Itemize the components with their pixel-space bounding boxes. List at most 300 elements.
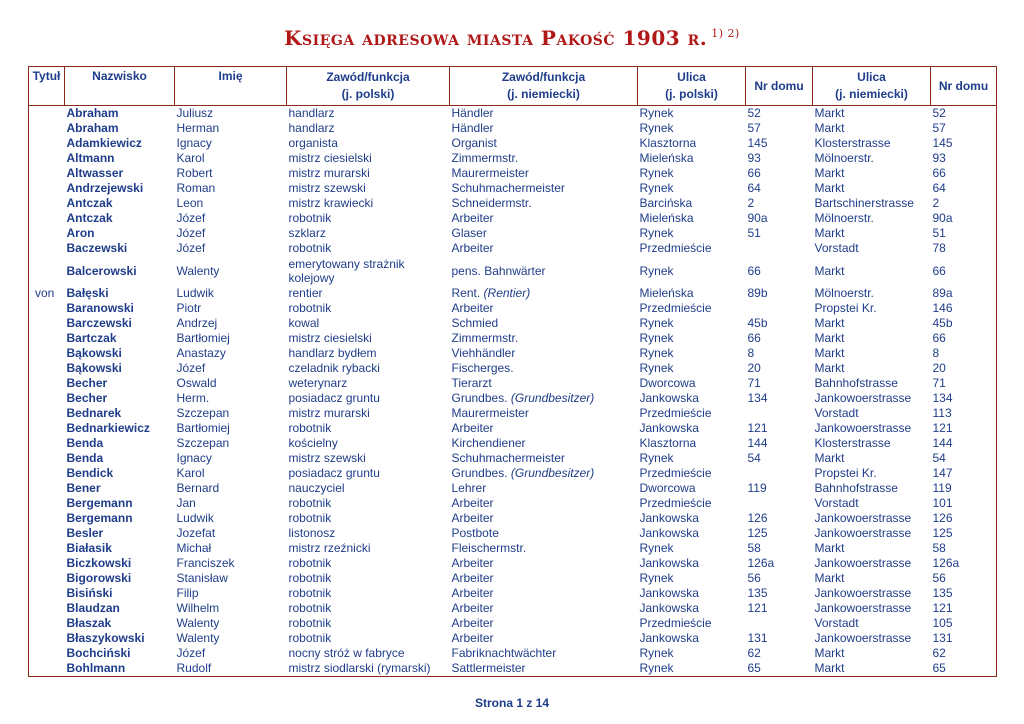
cell-tytul: [29, 256, 65, 286]
cell-nr-domu-de: 145: [931, 136, 997, 151]
cell-zawod-de-text: Fischerges.: [451, 361, 514, 375]
cell-tytul: [29, 331, 65, 346]
cell-zawod-de: [450, 616, 638, 631]
cell-zawod-pl: czeladnik rybacki: [288, 361, 380, 375]
table-row: [29, 286, 997, 301]
cell-zawod-de-text: Viehhändler: [451, 346, 516, 360]
cell-ulica-de: Vorstadt: [814, 496, 859, 510]
table-row: [29, 406, 997, 421]
cell-zawod-de: [450, 556, 638, 571]
cell-zawod-de: [450, 316, 638, 331]
cell-zawod-pl: mistrz murarski: [288, 166, 370, 180]
cell-tytul: [29, 301, 65, 316]
cell-imie: Józef: [176, 226, 206, 240]
table-row: [29, 586, 997, 601]
cell-nazwisko: Baczewski: [66, 241, 128, 255]
table-row: [29, 391, 997, 406]
cell-zawod-pl: handlarz bydłem: [288, 346, 377, 360]
cell-zawod-pl: robotnik: [288, 616, 332, 630]
cell-tytul: [29, 211, 65, 226]
cell-ulica-pl: Rynek: [639, 106, 674, 120]
cell-zawod-de-text: Grundbes.: [451, 466, 508, 480]
col-header-nrdomu-pl: Nr domu: [746, 67, 813, 106]
cell-ulica-pl: Przedmieście: [639, 496, 712, 510]
cell-ulica-de: Vorstadt: [814, 616, 859, 630]
cell-nazwisko: Altmann: [66, 151, 115, 165]
table-row: [29, 451, 997, 466]
cell-nr-domu-de: 93: [931, 151, 997, 166]
cell-tytul: [29, 586, 65, 601]
cell-nazwisko: Antczak: [66, 196, 113, 210]
cell-ulica-de: Markt: [814, 181, 845, 195]
cell-nazwisko: Barczewski: [66, 316, 132, 330]
cell-ulica-de: Markt: [814, 451, 845, 465]
cell-ulica-de: Bahnhofstrasse: [814, 481, 898, 495]
cell-zawod-de: [450, 421, 638, 436]
cell-zawod-de: [450, 181, 638, 196]
cell-imie: Bernard: [176, 481, 220, 495]
table-row: [29, 256, 997, 286]
cell-zawod-de-text: Glaser: [451, 226, 487, 240]
cell-nr-domu-pl: 121: [747, 601, 768, 615]
table-row: [29, 556, 997, 571]
cell-tytul: von: [29, 286, 65, 301]
cell-nazwisko: Abraham: [66, 121, 119, 135]
cell-zawod-de-text: Grundbes.: [451, 391, 508, 405]
cell-nazwisko: Bendick: [66, 466, 114, 480]
cell-imie: Rudolf: [175, 661, 287, 677]
cell-imie: Stanisław: [176, 571, 228, 585]
cell-tytul: [29, 361, 65, 376]
cell-zawod-pl: robotnik: [288, 211, 332, 225]
cell-tytul: [29, 436, 65, 451]
cell-tytul: [29, 526, 65, 541]
cell-ulica-de: Jankowoerstrasse: [814, 526, 912, 540]
cell-ulica-pl: Rynek: [639, 541, 674, 555]
cell-nr-domu-pl: 45b: [747, 316, 768, 330]
cell-zawod-de-text: Händler: [451, 106, 494, 120]
cell-zawod-pl: nauczyciel: [288, 481, 345, 495]
cell-nazwisko: Antczak: [66, 211, 113, 225]
cell-tytul: [29, 466, 65, 481]
cell-nr-domu-pl: 65: [746, 661, 813, 677]
cell-nazwisko: Aron: [66, 226, 95, 240]
cell-zawod-de: [450, 346, 638, 361]
cell-zawod-de: [450, 481, 638, 496]
cell-ulica-pl: Rynek: [639, 361, 674, 375]
cell-nazwisko: Altwasser: [66, 166, 124, 180]
cell-nazwisko: Bochciński: [66, 646, 131, 660]
cell-nr-domu-de: 45b: [931, 316, 997, 331]
cell-zawod-de-text: Arbeiter: [451, 601, 494, 615]
col-header-zawod-pl: Zawód/funkcja (j. polski): [287, 67, 450, 106]
cell-zawod-de-text: Sattlermeister: [451, 661, 526, 675]
cell-zawod-de-text: Maurermeister: [451, 166, 529, 180]
page-title-text: Księga adresowa miasta Pakość 1903 r.: [284, 26, 708, 50]
cell-nr-domu-pl: 8: [747, 346, 755, 360]
cell-zawod-de: [450, 136, 638, 151]
cell-tytul: [29, 451, 65, 466]
cell-ulica-de: Markt: [814, 121, 845, 135]
cell-tytul: [29, 241, 65, 256]
cell-nr-domu-pl: 2: [747, 196, 755, 210]
table-row: [29, 421, 997, 436]
col-header-ulica-pl: Ulica (j. polski): [638, 67, 746, 106]
cell-zawod-de-expansion: (Grundbesitzer): [510, 466, 595, 480]
table-row: [29, 196, 997, 211]
cell-ulica-pl: Jankowska: [639, 421, 699, 435]
cell-tytul: [29, 121, 65, 136]
cell-nr-domu-de: 101: [931, 496, 997, 511]
cell-nr-domu-pl: 66: [747, 263, 761, 278]
cell-tytul: [29, 391, 65, 406]
cell-zawod-de-text: Arbeiter: [451, 511, 494, 525]
cell-tytul: [29, 496, 65, 511]
cell-nr-domu-de: 8: [931, 346, 997, 361]
cell-nr-domu-de: 144: [931, 436, 997, 451]
table-row: [29, 496, 997, 511]
cell-nr-domu-de: 146: [931, 301, 997, 316]
table-row: [29, 466, 997, 481]
cell-zawod-pl: mistrz ciesielski: [288, 151, 372, 165]
cell-imie: Bartłomiej: [176, 421, 230, 435]
cell-imie: Herman: [176, 121, 220, 135]
cell-imie: Ignacy: [176, 451, 212, 465]
cell-zawod-pl: listonosz: [288, 526, 336, 540]
cell-imie: Józef: [176, 241, 206, 255]
cell-zawod-de-text: Händler: [451, 121, 494, 135]
cell-imie: Józef: [176, 211, 206, 225]
cell-zawod-pl: robotnik: [288, 241, 332, 255]
cell-imie: Szczepan: [176, 406, 230, 420]
cell-nr-domu-de: 54: [931, 451, 997, 466]
cell-imie: Szczepan: [176, 436, 230, 450]
col-header-imie: Imię: [175, 67, 287, 106]
cell-zawod-de-text: pens. Bahnwärter: [451, 263, 546, 278]
cell-ulica-de: Bartschinerstrasse: [814, 196, 914, 210]
table-row: [29, 181, 997, 196]
cell-tytul: [29, 616, 65, 631]
cell-ulica-de: Markt: [814, 331, 845, 345]
cell-nr-domu-de: 125: [931, 526, 997, 541]
cell-tytul: [29, 511, 65, 526]
cell-zawod-de-text: Lehrer: [451, 481, 487, 495]
cell-ulica-pl: Rynek: [639, 331, 674, 345]
cell-zawod-de: [450, 631, 638, 646]
cell-tytul: [29, 226, 65, 241]
cell-imie: Karol: [176, 466, 205, 480]
cell-tytul: [29, 421, 65, 436]
cell-nr-domu-pl: 126: [747, 511, 768, 525]
cell-nr-domu-pl: 58: [747, 541, 761, 555]
table-row: [29, 481, 997, 496]
cell-nazwisko: Biczkowski: [66, 556, 132, 570]
cell-nr-domu-pl: 119: [747, 481, 767, 495]
cell-ulica-de: Vorstadt: [814, 241, 859, 255]
cell-ulica-de: Markt: [814, 571, 845, 585]
cell-tytul: [29, 556, 65, 571]
table-row: [29, 166, 997, 181]
address-table: [28, 66, 997, 677]
cell-zawod-de-text: Tierarzt: [451, 376, 492, 390]
cell-nr-domu-de: 20: [931, 361, 997, 376]
cell-nr-domu-pl: 135: [747, 586, 768, 600]
cell-nr-domu-de: 113: [931, 406, 997, 421]
cell-zawod-de-text: Rent.: [451, 286, 481, 300]
cell-zawod-pl: robotnik: [288, 586, 332, 600]
cell-imie: Andrzej: [176, 316, 218, 330]
cell-nr-domu-de: 134: [931, 391, 997, 406]
cell-zawod-de-text: Arbeiter: [451, 241, 494, 255]
cell-imie: Józef: [176, 646, 206, 660]
cell-nr-domu-de: 52: [931, 106, 997, 122]
cell-ulica-de: Mölnoerstr.: [814, 151, 874, 165]
table-row: [29, 376, 997, 391]
cell-ulica-pl: Dworcowa: [639, 376, 696, 390]
cell-ulica-pl: Rynek: [638, 661, 746, 677]
table-row: [29, 136, 997, 151]
table-row: [29, 106, 997, 122]
cell-zawod-pl: handlarz: [288, 106, 335, 120]
cell-nr-domu-pl: [746, 301, 813, 316]
cell-ulica-de: Markt: [814, 106, 845, 120]
cell-imie: Walenty: [176, 631, 220, 645]
cell-ulica-pl: Dworcowa: [639, 481, 696, 495]
cell-nazwisko: Bigorowski: [66, 571, 132, 585]
cell-ulica-de: Bahnhofstrasse: [814, 376, 898, 390]
table-row: [29, 541, 997, 556]
cell-ulica-pl: Przedmieście: [639, 406, 712, 420]
cell-nr-domu-de: 90a: [931, 211, 997, 226]
cell-tytul: [29, 646, 65, 661]
cell-nr-domu-de: 66: [931, 331, 997, 346]
cell-zawod-de-text: Arbeiter: [451, 556, 494, 570]
cell-ulica-de: Markt: [814, 226, 845, 240]
cell-ulica-pl: Jankowska: [639, 526, 699, 540]
cell-imie: Piotr: [176, 301, 202, 315]
cell-zawod-pl: robotnik: [288, 421, 332, 435]
cell-imie: Walenty: [176, 616, 220, 630]
cell-nr-domu-de: 121: [931, 601, 997, 616]
cell-tytul: [29, 661, 65, 677]
cell-imie: Jan: [176, 496, 196, 510]
cell-nazwisko: Andrzejewski: [66, 181, 144, 195]
cell-nr-domu-de: 126: [931, 511, 997, 526]
cell-ulica-pl: Barcińska: [639, 196, 693, 210]
cell-tytul: [29, 376, 65, 391]
cell-zawod-pl: szklarz: [288, 226, 326, 240]
cell-zawod-de: [450, 601, 638, 616]
cell-ulica-pl: Mieleńska: [639, 286, 694, 300]
cell-nr-domu-pl: [746, 466, 813, 481]
cell-ulica-pl: Przedmieście: [639, 301, 712, 315]
cell-ulica-de: Markt: [813, 661, 931, 677]
table-row: [29, 571, 997, 586]
cell-imie: Franciszek: [176, 556, 235, 570]
cell-imie: Ludwik: [176, 286, 214, 300]
cell-zawod-de: [450, 301, 638, 316]
cell-zawod-de: [450, 151, 638, 166]
cell-ulica-pl: Przedmieście: [639, 616, 712, 630]
cell-ulica-de: Klosterstrasse: [814, 436, 891, 450]
cell-nazwisko: Blaudzan: [66, 601, 120, 615]
cell-nazwisko: Bisiński: [66, 586, 113, 600]
table-row: [29, 436, 997, 451]
cell-tytul: [29, 181, 65, 196]
cell-zawod-de: [450, 541, 638, 556]
cell-ulica-de: Markt: [814, 316, 845, 330]
cell-imie: Ludwik: [176, 511, 214, 525]
col-header-zawod-de: Zawód/funkcja (j. niemiecki): [450, 67, 638, 106]
cell-imie: Bartłomiej: [176, 331, 230, 345]
cell-nr-domu-pl: 131: [747, 631, 768, 645]
cell-imie: Anastazy: [176, 346, 226, 360]
cell-zawod-pl: mistrz szewski: [288, 451, 366, 465]
table-row: [29, 301, 997, 316]
table-row: [29, 241, 997, 256]
cell-nr-domu-pl: 54: [747, 451, 761, 465]
table-row: [29, 331, 997, 346]
cell-nr-domu-pl: 89b: [747, 286, 768, 300]
table-row: [29, 646, 997, 661]
cell-imie: Roman: [176, 181, 216, 195]
table-row: [29, 526, 997, 541]
cell-ulica-de: Jankowoerstrasse: [814, 511, 912, 525]
table-row: [29, 631, 997, 646]
cell-zawod-de: [450, 571, 638, 586]
cell-zawod-de: [450, 526, 638, 541]
cell-tytul: [29, 106, 65, 122]
cell-ulica-pl: Jankowska: [639, 556, 699, 570]
cell-nazwisko: Bąkowski: [66, 361, 122, 375]
cell-zawod-de-text: Schmied: [451, 316, 499, 330]
cell-nr-domu-de: 62: [931, 646, 997, 661]
table-row: [29, 346, 997, 361]
cell-zawod-de: [450, 121, 638, 136]
cell-imie: Robert: [176, 166, 213, 180]
col-header-tytul: Tytuł: [29, 67, 65, 106]
cell-nazwisko: Adamkiewicz: [66, 136, 142, 150]
table-row: [29, 361, 997, 376]
cell-zawod-de: [450, 331, 638, 346]
cell-ulica-pl: Rynek: [639, 646, 674, 660]
cell-nr-domu-de: 126a: [931, 556, 997, 571]
cell-ulica-pl: Jankowska: [639, 511, 699, 525]
cell-nr-domu-de: 66: [931, 256, 997, 286]
cell-zawod-pl: mistrz rzeźnicki: [288, 541, 371, 555]
cell-imie: Leon: [176, 196, 204, 210]
cell-ulica-pl: Rynek: [639, 346, 674, 360]
cell-ulica-pl: Przedmieście: [639, 466, 712, 480]
table-row: [29, 661, 997, 677]
cell-zawod-de-text: Arbeiter: [451, 631, 494, 645]
cell-zawod-pl: robotnik: [288, 301, 332, 315]
cell-zawod-pl: weterynarz: [288, 376, 348, 390]
cell-ulica-pl: Rynek: [639, 571, 674, 585]
cell-ulica-de: Vorstadt: [814, 406, 859, 420]
cell-tytul: [29, 316, 65, 331]
cell-zawod-de-text: Arbeiter: [451, 211, 494, 225]
cell-ulica-de: Jankowoerstrasse: [814, 421, 912, 435]
cell-zawod-pl: kowal: [288, 316, 320, 330]
cell-nr-domu-pl: 90a: [747, 211, 768, 225]
cell-tytul: [29, 541, 65, 556]
cell-nazwisko: Baranowski: [66, 301, 134, 315]
cell-zawod-pl: robotnik: [288, 571, 332, 585]
cell-ulica-de: Jankowoerstrasse: [814, 631, 912, 645]
cell-zawod-de-text: Postbote: [451, 526, 499, 540]
cell-zawod-de-text: Schuhmachermeister: [451, 181, 565, 195]
cell-zawod-pl: robotnik: [288, 496, 332, 510]
cell-imie: Ignacy: [176, 136, 212, 150]
cell-nr-domu-pl: 52: [747, 106, 761, 120]
cell-imie: Józef: [176, 361, 206, 375]
cell-zawod-de-text: Arbeiter: [451, 571, 494, 585]
cell-zawod-de-text: Zimmermstr.: [451, 151, 519, 165]
cell-nr-domu-de: 65: [931, 661, 997, 677]
cell-ulica-de: Propstei Kr.: [814, 466, 877, 480]
cell-zawod-de: [450, 661, 638, 677]
cell-nr-domu-pl: 93: [747, 151, 761, 165]
cell-zawod-de-text: Schneidermstr.: [451, 196, 532, 210]
cell-ulica-de: Markt: [814, 541, 845, 555]
col-header-nrdomu-de: Nr domu: [931, 67, 997, 106]
cell-ulica-pl: Jankowska: [639, 586, 699, 600]
cell-tytul: [29, 601, 65, 616]
cell-nazwisko: Benda: [66, 436, 104, 450]
cell-zawod-pl: posiadacz gruntu: [288, 391, 380, 405]
cell-nr-domu-pl: 66: [747, 331, 761, 345]
cell-tytul: [29, 571, 65, 586]
cell-ulica-pl: Rynek: [639, 263, 674, 278]
cell-nr-domu-de: 71: [931, 376, 997, 391]
cell-ulica-de: Markt: [814, 166, 845, 180]
cell-ulica-de: Markt: [814, 263, 845, 278]
col-header-nazwisko: Nazwisko: [65, 67, 175, 106]
cell-zawod-de: [450, 406, 638, 421]
cell-zawod-pl: mistrz siodlarski (rymarski): [287, 661, 450, 677]
cell-imie: Herm.: [176, 391, 210, 405]
cell-nr-domu-de: 147: [931, 466, 997, 481]
cell-zawod-de-text: Arbeiter: [451, 496, 494, 510]
cell-zawod-de: [450, 466, 638, 481]
cell-ulica-de: Jankowoerstrasse: [814, 391, 912, 405]
cell-nr-domu-de: 2: [931, 196, 997, 211]
page-title: [0, 26, 1024, 50]
cell-ulica-pl: Klasztorna: [639, 136, 697, 150]
table-row: [29, 121, 997, 136]
cell-nr-domu-de: 131: [931, 631, 997, 646]
cell-ulica-pl: Rynek: [639, 226, 674, 240]
cell-ulica-de: Klosterstrasse: [814, 136, 891, 150]
cell-nr-domu-pl: 145: [747, 136, 768, 150]
cell-nazwisko: Białasik: [66, 541, 112, 555]
cell-zawod-de: [450, 376, 638, 391]
cell-nr-domu-de: 57: [931, 121, 997, 136]
cell-nr-domu-pl: 71: [747, 376, 761, 390]
cell-tytul: [29, 151, 65, 166]
cell-zawod-de-text: Fabriknachtwächter: [451, 646, 557, 660]
cell-zawod-de: [450, 646, 638, 661]
col-header-ulica-de: Ulica (j. niemiecki): [813, 67, 931, 106]
cell-zawod-de: [450, 391, 638, 406]
cell-zawod-de: [450, 496, 638, 511]
cell-zawod-pl: mistrz ciesielski: [288, 331, 372, 345]
cell-ulica-de: Propstei Kr.: [814, 301, 877, 315]
cell-zawod-de: [450, 226, 638, 241]
cell-zawod-de-text: Fleischermstr.: [451, 541, 527, 555]
cell-zawod-de: [450, 106, 638, 122]
